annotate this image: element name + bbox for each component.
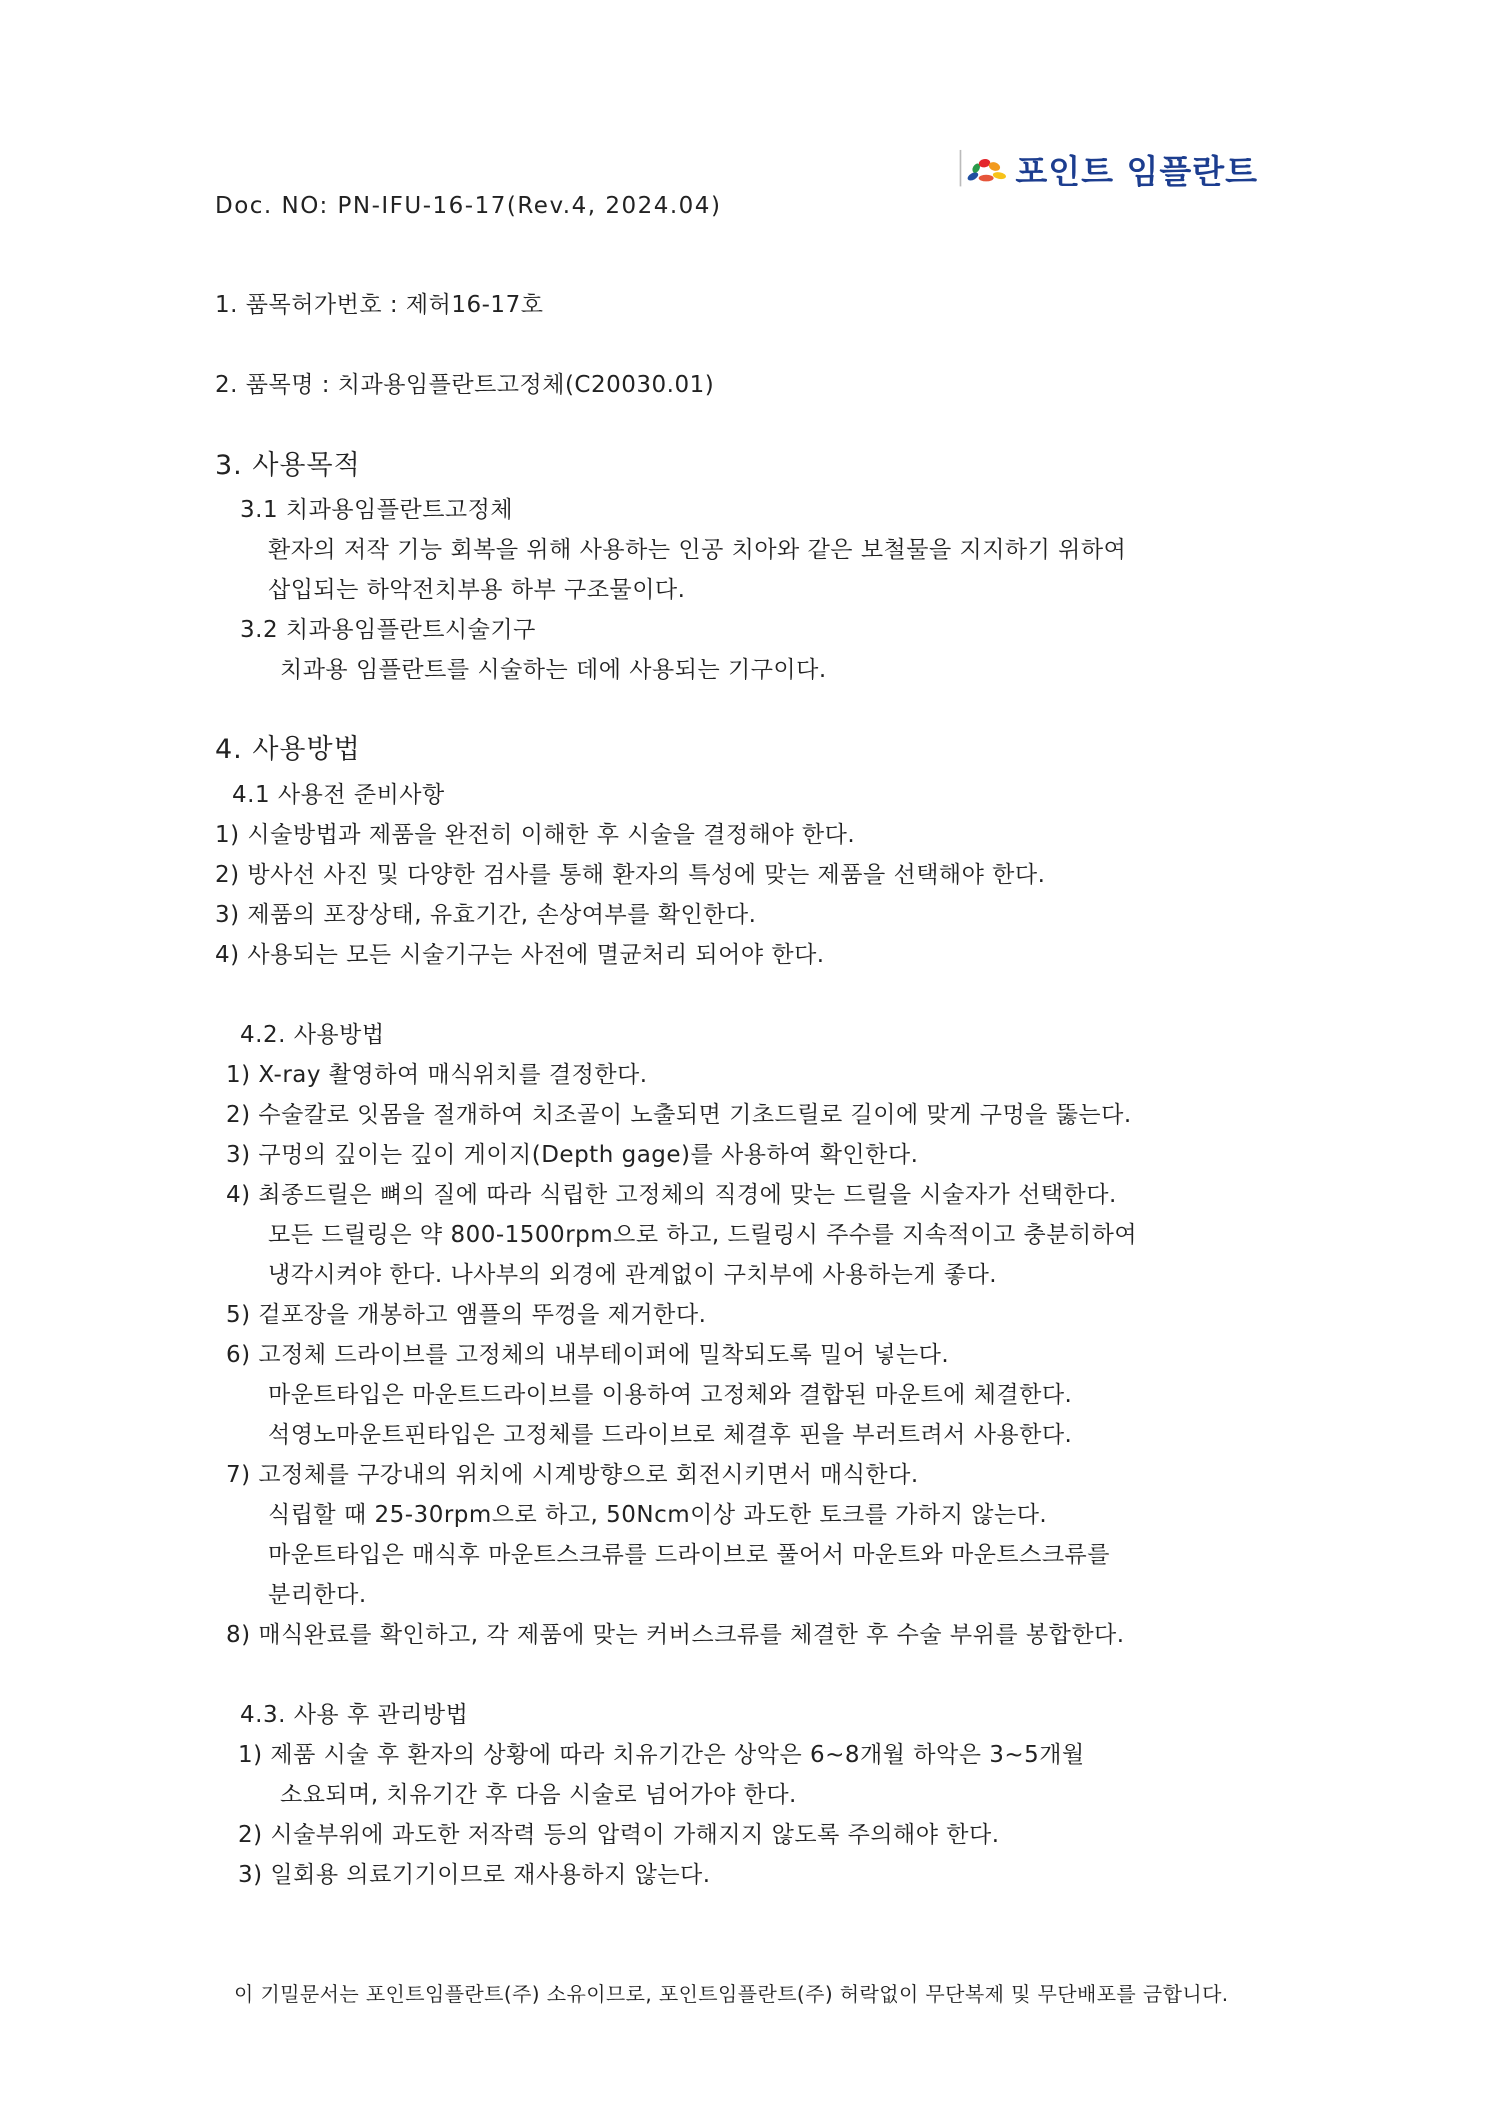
list-item: 3) 일회용 의료기기이므로 재사용하지 않는다. (238, 1862, 711, 1888)
text-line: 삽입되는 하악전치부용 하부 구조물이다. (268, 577, 686, 603)
flower-logo-icon (958, 144, 1009, 194)
list-item: 8) 매식완료를 확인하고, 각 제품에 맞는 커버스크류를 체결한 후 수술 부위를 봉합한다. (226, 1622, 1125, 1648)
list-item: 4) 최종드릴은 뼈의 질에 따라 식립한 고정체의 직경에 맞는 드릴을 시술자가 선택한다. (226, 1182, 1117, 1208)
section-title-usage: 4. 사용방법 (215, 734, 361, 765)
text-line: 소요되며, 치유기간 후 다음 시술로 넘어가야 한다. (280, 1782, 797, 1808)
list-item: 7) 고정체를 구강내의 위치에 시계방향으로 회전시키면서 매식한다. (226, 1462, 919, 1488)
text-line: 마운트타입은 마운트드라이브를 이용하여 고정체와 결합된 마운트에 체결한다. (268, 1382, 1073, 1408)
text-line: 냉각시켜야 한다. 나사부의 외경에 관계없이 구치부에 사용하는게 좋다. (268, 1262, 998, 1288)
text-line: 석영노마운트핀타입은 고정체를 드라이브로 체결후 핀을 부러트려서 사용한다. (268, 1422, 1073, 1448)
subsection-title: 4.2. 사용방법 (240, 1022, 385, 1048)
list-item: 3) 제품의 포장상태, 유효기간, 손상여부를 확인한다. (215, 902, 757, 928)
text-line: 식립할 때 25-30rpm으로 하고, 50Ncm이상 과도한 토크를 가하지 않는다. (268, 1502, 1048, 1528)
list-item: 2) 방사선 사진 및 다양한 검사를 통해 환자의 특성에 맞는 제품을 선택해야 한다. (215, 862, 1046, 888)
logo-text: 포인트 임플란트 (1015, 151, 1258, 191)
text-line: 치과용 임플란트를 시술하는 데에 사용되는 기구이다. (280, 657, 827, 683)
subsection-title: 3.2 치과용임플란트시술기구 (240, 617, 536, 643)
subsection-title: 4.1 사용전 준비사항 (232, 782, 445, 808)
confidential-notice: 이 기밀문서는 포인트임플란트(주) 소유이므로, 포인트임플란트(주) 허락없이 무단복제 및 무단배포를 금합니다. (234, 1982, 1229, 2006)
section-title-purpose: 3. 사용목적 (215, 450, 361, 481)
list-item: 2) 시술부위에 과도한 저작력 등의 압력이 가해지지 않도록 주의해야 한다. (238, 1822, 1000, 1848)
text-line: 마운트타입은 매식후 마운트스크류를 드라이브로 풀어서 마운트와 마운트스크류를 (268, 1542, 1110, 1568)
company-logo (958, 142, 1258, 196)
list-item: 1) 시술방법과 제품을 완전히 이해한 후 시술을 결정해야 한다. (215, 822, 856, 848)
list-item: 2) 수술칼로 잇몸을 절개하여 치조골이 노출되면 기초드릴로 길이에 맞게 구멍을 뚫는다. (226, 1102, 1132, 1128)
item-permit-number: 1. 품목허가번호 : 제허16-17호 (215, 292, 544, 318)
item-product-name: 2. 품목명 : 치과용임플란트고정체(C20030.01) (215, 372, 715, 398)
text-line: 분리한다. (268, 1582, 367, 1608)
list-item: 3) 구멍의 깊이는 깊이 게이지(Depth gage)를 사용하여 확인한다. (226, 1142, 919, 1168)
list-item: 5) 겉포장을 개봉하고 앰플의 뚜껑을 제거한다. (226, 1302, 707, 1328)
subsection-title: 3.1 치과용임플란트고정체 (240, 497, 514, 523)
list-item: 6) 고정체 드라이브를 고정체의 내부테이퍼에 밀착되도록 밀어 넣는다. (226, 1342, 950, 1368)
document-number: Doc. NO: PN-IFU-16-17(Rev.4, 2024.04) (215, 193, 722, 219)
list-item: 1) X-ray 촬영하여 매식위치를 결정한다. (226, 1062, 648, 1088)
subsection-title: 4.3. 사용 후 관리방법 (240, 1702, 469, 1728)
list-item: 4) 사용되는 모든 시술기구는 사전에 멸균처리 되어야 한다. (215, 942, 825, 968)
text-line: 모든 드릴링은 약 800-1500rpm으로 하고, 드릴링시 주수를 지속적이고 충분히하여 (268, 1222, 1138, 1248)
list-item: 1) 제품 시술 후 환자의 상황에 따라 치유기간은 상악은 6~8개월 하악은 3~5개월 (238, 1742, 1085, 1768)
text-line: 환자의 저작 기능 회복을 위해 사용하는 인공 치아와 같은 보철물을 지지하기 위하여 (268, 537, 1127, 563)
